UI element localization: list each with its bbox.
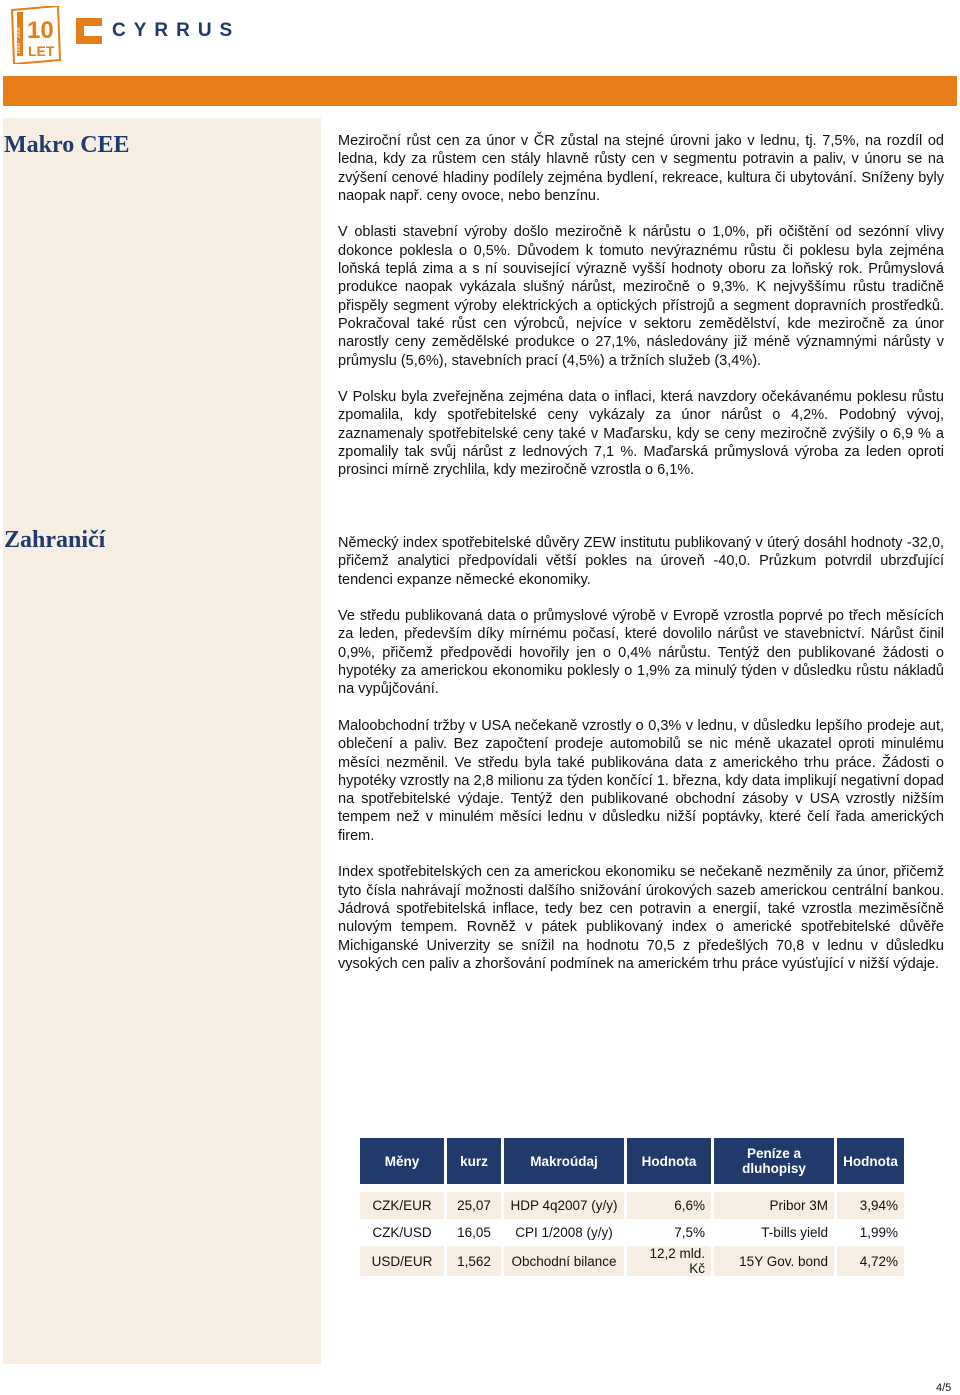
column-header-meny: Měny: [360, 1138, 444, 1192]
table-cell: 7,5%: [627, 1219, 711, 1246]
table-cell: CZK/USD: [360, 1219, 444, 1246]
makro-cee-text: [338, 132, 944, 498]
table-header-row: [360, 1138, 904, 1192]
column-header-hodnota: Hodnota: [627, 1138, 711, 1192]
brand-logo: [76, 18, 240, 44]
column-header-penize-a-dluhopisy: Peníze a dluhopisy: [714, 1138, 834, 1192]
badge-years: 1998 - 2008: [16, 27, 22, 54]
table-cell: Pribor 3M: [714, 1192, 834, 1219]
table-cell: 4,72%: [837, 1246, 904, 1276]
page-number: 4/5: [936, 1382, 952, 1394]
table-cell: T-bills yield: [714, 1219, 834, 1246]
table-cell: CPI 1/2008 (y/y): [504, 1219, 624, 1246]
table-row: [360, 1192, 904, 1219]
paragraph: Index spotřebitelských cen za americkou ekonomiku se nečekaně nezměnily za únor, přičemž tyto čísla nahrávají možnosti dalšího snižování úrokových sazeb americkou centrální bankou. Jádrová spotřebitelská inflace, tedy bez cen potravin a energií, také vzrostla meziměsíčně nulovým tempem. Rovněž v pátek publikovaný index o americké spotřebitelské důvěře Michiganské Univerzity se snížil na hodnotu 70,5 z předešlých 70,8 v lednu v důsledku vysokých cen paliv a zhoršování podmínek na americkém trhu práce vyúsťující v nižší výdaje.: [338, 864, 944, 972]
paragraph: V oblasti stavební výroby došlo meziročně k nárůstu o 1,0%, při očištění od sezónní vlivy dokonce poklesla o 0,5%. Důvodem k tomuto nevýraznému růstu či poklesu byla zejména loňská teplá zima a s ní související výrazně vyšší hodnoty oboru za loňský rok. Průmyslová produkce naopak vykázala slušný nárůst, meziročně o 9,3%. K nejvyššímu růstu tradičně přispěly segment výroby elektrických a optických přístrojů a segment dopravních prostředků. Pokračoval také růst cen výrobců, nejvíce v sektoru zemědělství, kde meziročně za únor narostly ceny zemědělské produkce o 27,1%, následovány již méně významnými nárůsty v průmyslu (5,6%), stavebních prací (4,5%) a tržních služeb (3,4%).: [338, 224, 944, 369]
table-cell: USD/EUR: [360, 1246, 444, 1276]
paragraph: Maloobchodní tržby v USA nečekaně vzrostly o 0,3% v lednu, v důsledku lepšího prodeje aut, oblečení a paliv. Bez započtení prodeje automobilů se nic méně ukazatel oproti minulému měsíci nezměnil. Ve středu byla také publikována data z amerického trhu práce. Žádosti o hypotéky vzrostly na 2,8 milionu za týden končící 1. března, kdy data implikují negativní dopad na spotřebitelské výdaje. Tentýž den publikované obchodní zásoby v USA vzrostly nižším tempem než v minulém měsíci lednu v důsledku nižší poptávky, které čelí řada amerických firem.: [338, 717, 944, 844]
table-cell: 12,2 mld. Kč: [627, 1246, 711, 1276]
brand-name: CYRRUS: [112, 20, 241, 41]
header-bar: [3, 76, 957, 106]
paragraph: V Polsku byla zveřejněna zejména data o inflaci, která navzdory očekávanému poklesu růstu zpomalila, kdy spotřebitelské ceny vykázaly za únor nárůst o 4,2%. Podobný vývoj, zaznamenaly spotřebitelské ceny také v Maďarsku, kdy se ceny meziročně zvýšily o 6,9 % a zpomalily tak svůj nárůst z lednových 7,1 %. Maďarská průmyslová výroba za leden oproti prosinci mírně zrychlila, kdy meziročně vzrostla o 6,1%.: [338, 389, 944, 479]
table-row: [360, 1246, 904, 1276]
table-cell: 16,05: [447, 1219, 501, 1246]
section-title-zahranici: Zahraničí: [4, 527, 106, 553]
paragraph: Ve středu publikovaná data o průmyslové výrobě v Evropě vzrostla poprvé po třech měsících za leden, především díky mírnému počasí, které dovolilo nárůst ve stavebnictví. Nárůst činil 0,9%, přičemž předpovědi hovořily jen o 0,4% nárůstu. Tentýž den publikované žádosti o hypotéky za americkou ekonomiku poklesly o 1,9% za minulý týden v důsledku růstu nákladů na vypůjčování.: [338, 608, 944, 698]
table-cell: CZK/EUR: [360, 1192, 444, 1219]
column-header-kurz: kurz: [447, 1138, 501, 1192]
left-column: [3, 118, 321, 1364]
table-cell: 25,07: [447, 1192, 501, 1219]
ten-years-badge-logo: [10, 6, 62, 64]
paragraph: Meziroční růst cen za únor v ČR zůstal na stejné úrovni jako v lednu, tj. 7,5%, na rozdíl od ledna, kdy za růstem cen stály hlavně růsty cen v segmentu potravin a paliv, v únoru se na zvýšení cenové hladiny podílely zejména bydlení, rekreace, kultura či ubytování. Sníženy byly naopak např. ceny ovoce, nebo benzínu.: [338, 133, 944, 204]
column-header-hodnota: Hodnota: [837, 1138, 904, 1192]
table-cell: Obchodní bilance: [504, 1246, 624, 1276]
section-title-makro-cee: Makro CEE: [4, 132, 130, 158]
table-cell: 1,99%: [837, 1219, 904, 1246]
table-cell: 15Y Gov. bond: [714, 1246, 834, 1276]
market-data-table: [357, 1138, 907, 1276]
svg-text:LET: LET: [28, 43, 55, 59]
table-cell: HDP 4q2007 (y/y): [504, 1192, 624, 1219]
table-cell: 6,6%: [627, 1192, 711, 1219]
column-header-makroudaj: Makroúdaj: [504, 1138, 624, 1192]
paragraph: Německý index spotřebitelské důvěry ZEW institutu publikovaný v úterý dosáhl hodnoty -32,0, přičemž analytici předpovídali větší pokles na úroveň -40,0. Průzkum potvrdil ubrzďující tendenci expanze německé ekonomiky.: [338, 535, 944, 588]
table-cell: 1,562: [447, 1246, 501, 1276]
table-row: [360, 1219, 904, 1246]
zahranici-text: [338, 534, 944, 991]
table-cell: 3,94%: [837, 1192, 904, 1219]
svg-text:10: 10: [27, 17, 54, 44]
brand-mark-icon: [76, 18, 102, 44]
